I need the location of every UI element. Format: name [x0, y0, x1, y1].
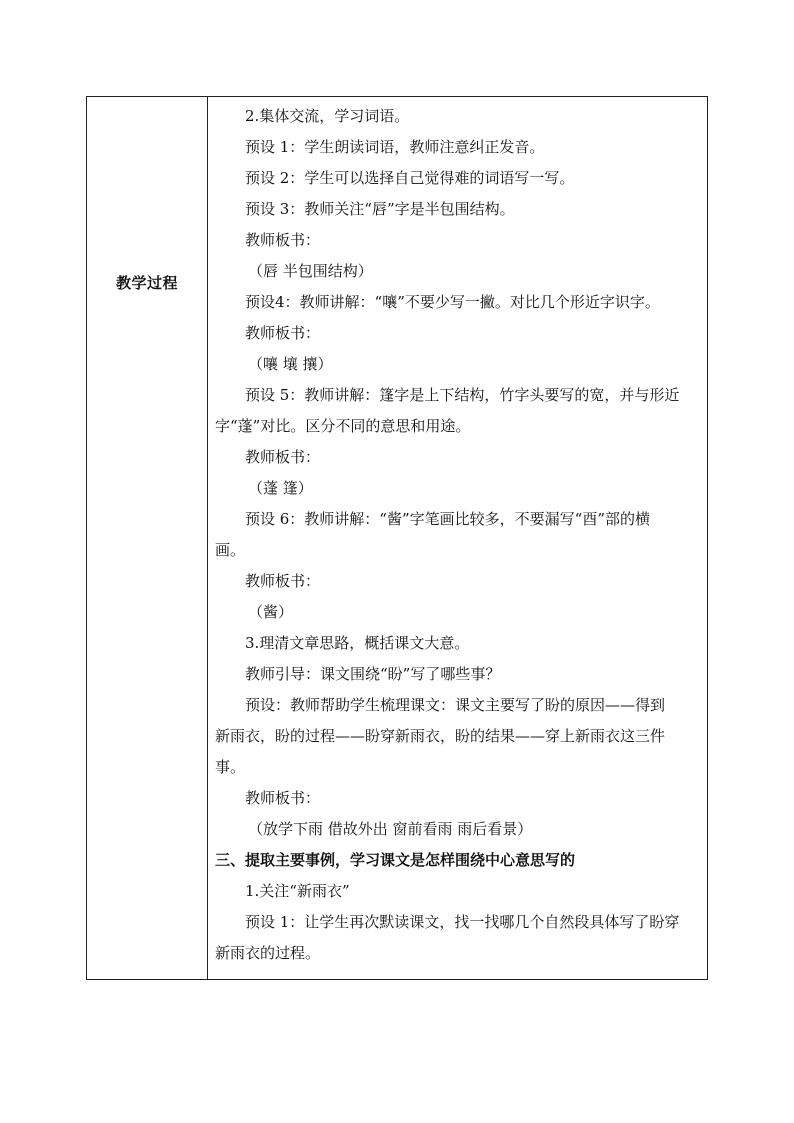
content-line: 教师引导：课文围绕“盼”写了哪些事？ — [245, 665, 501, 683]
content-line: 三、提取主要事例，学习课文是怎样围绕中心意思写的 — [215, 851, 576, 869]
content-line: 预设 3：教师关注“唇”字是半包围结构。 — [245, 200, 515, 218]
content-line: 新雨衣，盼的过程——盼穿新雨衣，盼的结果——穿上新雨衣这三件 — [215, 727, 666, 745]
content-line: 字“蓬”对比。区分不同的意思和用途。 — [215, 417, 471, 435]
content-line: 预设 2：学生可以选择自己觉得难的词语写一写。 — [245, 169, 575, 187]
content-cell — [208, 97, 707, 979]
lesson-table — [86, 96, 708, 980]
label-cell — [87, 97, 208, 979]
content-line: 教师板书： — [245, 789, 321, 807]
content-line: （放学下雨 借故外出 窗前看雨 雨后看景） — [248, 820, 533, 838]
content-line: （酱） — [248, 603, 294, 621]
content-line: 2.集体交流，学习词语。 — [245, 107, 410, 125]
content-line: 预设 1：让学生再次默读课文，找一找哪几个自然段具体写了盼穿 — [245, 913, 680, 931]
content-line: 教师板书： — [245, 572, 321, 590]
content-line: 新雨衣的过程。 — [215, 944, 321, 962]
content-line: （唇 半包围结构） — [248, 262, 373, 280]
content-line: （蓬 篷） — [248, 479, 313, 497]
content-line: 教师板书： — [245, 324, 321, 342]
content-line: （嚷 壤 攘） — [248, 355, 333, 373]
content-line: 教师板书： — [245, 231, 321, 249]
content-line: 预设：教师帮助学生梳理课文：课文主要写了盼的原因——得到 — [245, 696, 666, 714]
content-line: 3.理清文章思路，概括课文大意。 — [245, 634, 470, 652]
content-line: 事。 — [215, 758, 246, 776]
content-line: 预设 6：教师讲解：“酱”字笔画比较多，不要漏写“酉”部的横 — [245, 510, 650, 528]
content-line: 预设4：教师讲解：“嚷”不要少写一撇。对比几个形近字识字。 — [245, 293, 660, 311]
content-line: 预设 1：学生朗读词语，教师注意纠正发音。 — [245, 138, 545, 156]
content-line: 预设 5：教师讲解：篷字是上下结构，竹字头要写的宽，并与形近 — [245, 386, 680, 404]
section-label: 教学过程 — [115, 274, 178, 292]
content-line: 画。 — [215, 541, 246, 559]
content-line: 1.关注“新雨衣” — [245, 882, 350, 900]
content-line: 教师板书： — [245, 448, 321, 466]
